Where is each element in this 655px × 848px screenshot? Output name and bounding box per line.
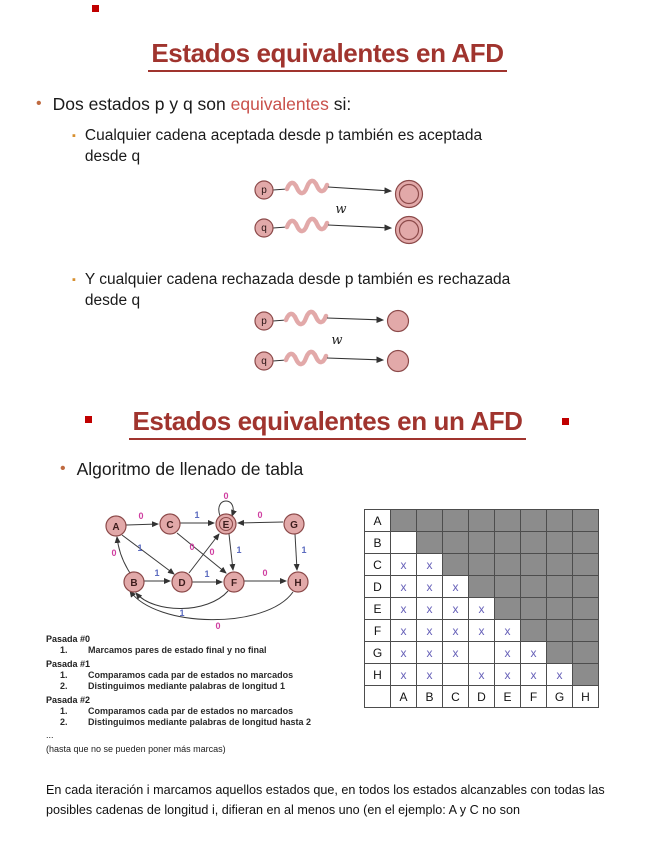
marked-cell: x [391,620,417,642]
col-label: H [573,686,599,708]
row-label: B [365,532,391,554]
diagonal-cell [521,510,547,532]
bullet-dot-icon: • [60,460,66,477]
marked-cell: x [495,664,521,686]
col-label: B [417,686,443,708]
arrow-line [327,358,383,360]
svg-text:B: B [130,578,138,589]
diagonal-cell [573,554,599,576]
square-bullet-icon: ▪ [72,130,76,142]
edge-label: 1 [137,543,143,553]
col-label: E [495,686,521,708]
accept-diagram [240,166,450,261]
slide1-title: Estados equivalentes en AFD [148,38,506,72]
pass-item-number: 1. [60,705,68,716]
edge-label: 1 [154,568,160,578]
slide1-title-row [0,38,655,72]
pass-item-number: 2. [60,680,68,691]
edge-label: 0 [111,548,117,558]
pass-item-number: 2. [60,716,68,727]
state-node-A [106,516,126,536]
row-label: C [365,554,391,576]
state-p-label: p [261,316,267,327]
pass-item-text: Distinguimos mediante palabras de longitud hasta 2 [88,716,312,727]
diagonal-cell [573,642,599,664]
unmarked-cell [391,532,417,554]
edge-label: 0 [209,547,215,557]
diagonal-cell [495,576,521,598]
edge-label: 1 [301,545,307,555]
body-paragraph: En cada iteración i marcamos aquellos estados que, en todos los estados alcanzables con todas las posibles cadenas de longitud i, difieran en al menos uno (en el ejemplo: A y C no son [46,783,605,818]
marked-cell: x [443,598,469,620]
squiggle-icon [287,219,327,231]
table-footer-row [365,686,599,708]
pass-item [60,706,376,717]
table-row [365,576,599,598]
marked-cell: x [417,664,443,686]
diagonal-cell [521,598,547,620]
edge-label: 0 [189,542,195,552]
bullet-dot-icon: • [36,95,42,112]
diagonal-cell [547,554,573,576]
squiggle-icon [286,312,326,324]
state-node-E [216,514,236,534]
diagonal-cell [573,598,599,620]
slide2-title-row [0,406,655,440]
col-label: C [443,686,469,708]
diagonal-cell [547,598,573,620]
marked-cell: x [443,576,469,598]
diagonal-cell [391,510,417,532]
state-node-F [224,572,244,592]
bullet-highlight: equivalentes [230,94,329,114]
squiggle-icon [287,181,327,193]
diagonal-cell [495,598,521,620]
nonaccepting-state-circle [388,351,409,372]
svg-text:C: C [166,520,174,531]
pass-item [60,645,376,656]
edge-label: 1 [204,569,210,579]
pass-header: Pasada #2 [46,694,91,705]
row-label: E [365,598,391,620]
diagonal-cell [547,510,573,532]
squiggle-icon [286,352,326,364]
table-row [365,620,599,642]
edge-label: 0 [257,510,263,520]
diagonal-cell [573,576,599,598]
transition-edge [229,534,233,570]
word-w-label: w [335,202,347,217]
marked-cell: x [469,620,495,642]
svg-text:E: E [222,520,230,531]
nonaccepting-state-circle [388,311,409,332]
diagonal-cell [573,664,599,686]
arrow-line [328,225,391,228]
marked-cell: x [417,554,443,576]
state-q-label: q [261,356,267,367]
svg-text:G: G [290,520,298,531]
marked-cell: x [443,642,469,664]
slide1-subbullet-1-text: Cualquier cadena aceptada desde p también es aceptada desde q [84,127,483,165]
slide2-title: Estados equivalentes en un AFD [129,406,525,440]
table-row [365,510,599,532]
state-node-B [124,572,144,592]
marked-cell: x [417,620,443,642]
slide1-subbullet-2-text: Y cualquier cadena rechazada desde p también es rechazada desde q [84,271,511,309]
pass-item-number: 1. [60,644,68,655]
arrow-line [327,318,383,320]
marked-cell: x [391,642,417,664]
state-p-label: p [261,185,267,196]
marked-cell: x [391,554,417,576]
table-row [365,532,599,554]
slide2-bullet-text: Algoritmo de llenado de tabla [76,459,304,479]
pass-header: Pasada #1 [46,658,91,669]
transition-edge [130,591,293,620]
diagonal-cell [521,532,547,554]
pass-header: Pasada #0 [46,634,91,644]
edge-label: 0 [262,568,268,578]
transition-edge [177,533,226,573]
marked-cell: x [391,576,417,598]
marked-cell: x [391,664,417,686]
diagonal-cell [547,620,573,642]
transition-edge [136,591,228,609]
transition-edge [126,524,158,525]
diagonal-cell [443,532,469,554]
state-node-D [172,572,192,592]
pass-item [60,670,376,681]
svg-text:H: H [294,578,302,589]
passes-ellipsis: ... [46,729,54,740]
unmarked-cell [443,664,469,686]
marked-cell: x [417,576,443,598]
diagonal-cell [417,532,443,554]
square-bullet-icon: ▪ [72,274,76,286]
table-row [365,554,599,576]
bullet-suffix: si: [328,94,352,114]
passes-note: (hasta que no se pueden poner más marcas) [46,743,226,754]
state-q-label: q [261,223,267,234]
pass-item-text: Comparamos cada par de estados no marcados [88,669,294,680]
diagonal-cell [547,576,573,598]
bullet-prefix: Dos estados p y q son [52,94,231,114]
automaton-diagram [70,488,340,648]
diagonal-cell [573,532,599,554]
marked-cell: x [443,620,469,642]
edge-label: 0 [223,491,229,501]
edge-label: 0 [138,511,144,521]
slide1-corner-decoration [92,5,99,12]
diagonal-cell [443,510,469,532]
pass-item-text: Comparamos cada par de estados no marcados [88,705,294,716]
pass-item [60,681,376,692]
row-label: A [365,510,391,532]
diagonal-cell [521,576,547,598]
slide1-bullet [36,93,351,116]
marked-cell: x [521,642,547,664]
marked-cell: x [495,642,521,664]
edge-label: 1 [179,608,185,618]
arrow-line [328,187,391,191]
slide1-subbullet-1 [72,126,487,168]
diagonal-cell [521,554,547,576]
col-label: F [521,686,547,708]
passes-list [46,631,376,755]
diagonal-cell [521,620,547,642]
marks-table-body [365,510,599,708]
table-row [365,642,599,664]
row-label: F [365,620,391,642]
marked-cell: x [495,620,521,642]
pass-item [60,717,376,728]
state-node-C [160,514,180,534]
edge-label: 1 [194,510,200,520]
reject-diagram [240,302,435,382]
diagonal-cell [573,620,599,642]
pass-item-text: Distinguimos mediante palabras de longitud 1 [88,680,286,691]
diagonal-cell [469,554,495,576]
col-label: G [547,686,573,708]
marks-table [364,509,599,708]
slide2-bullet [60,458,303,481]
marked-cell: x [521,664,547,686]
row-label: D [365,576,391,598]
edge-label: 1 [236,545,242,555]
col-label: D [469,686,495,708]
marked-cell: x [391,598,417,620]
marked-cell: x [417,598,443,620]
marked-cell: x [469,598,495,620]
word-w-label: w [331,333,343,348]
diagonal-cell [443,554,469,576]
pass-item-number: 1. [60,669,68,680]
transition-edge [122,535,174,574]
pass-item-text: Marcamos pares de estado final y no final [88,644,267,655]
diagonal-cell [469,576,495,598]
diagonal-cell [495,510,521,532]
unmarked-cell [469,642,495,664]
marked-cell: x [469,664,495,686]
table-row [365,598,599,620]
transition-edge [295,534,297,570]
marked-cell: x [547,664,573,686]
edge-label: 0 [215,621,221,631]
svg-text:D: D [178,578,186,589]
diagonal-cell [469,510,495,532]
row-label: H [365,664,391,686]
row-label: G [365,642,391,664]
diagonal-cell [469,532,495,554]
col-label: A [391,686,417,708]
state-node-H [288,572,308,592]
diagonal-cell [547,532,573,554]
svg-text:F: F [230,578,238,589]
state-node-G [284,514,304,534]
marked-cell: x [417,642,443,664]
diagonal-cell [495,554,521,576]
slide1-bullet-text [53,93,352,116]
diagonal-cell [495,532,521,554]
diagonal-cell [417,510,443,532]
svg-text:A: A [112,522,120,533]
transition-edge [117,537,130,573]
transition-edge [238,522,283,523]
diagonal-cell [547,642,573,664]
table-row [365,664,599,686]
diagonal-cell [573,510,599,532]
